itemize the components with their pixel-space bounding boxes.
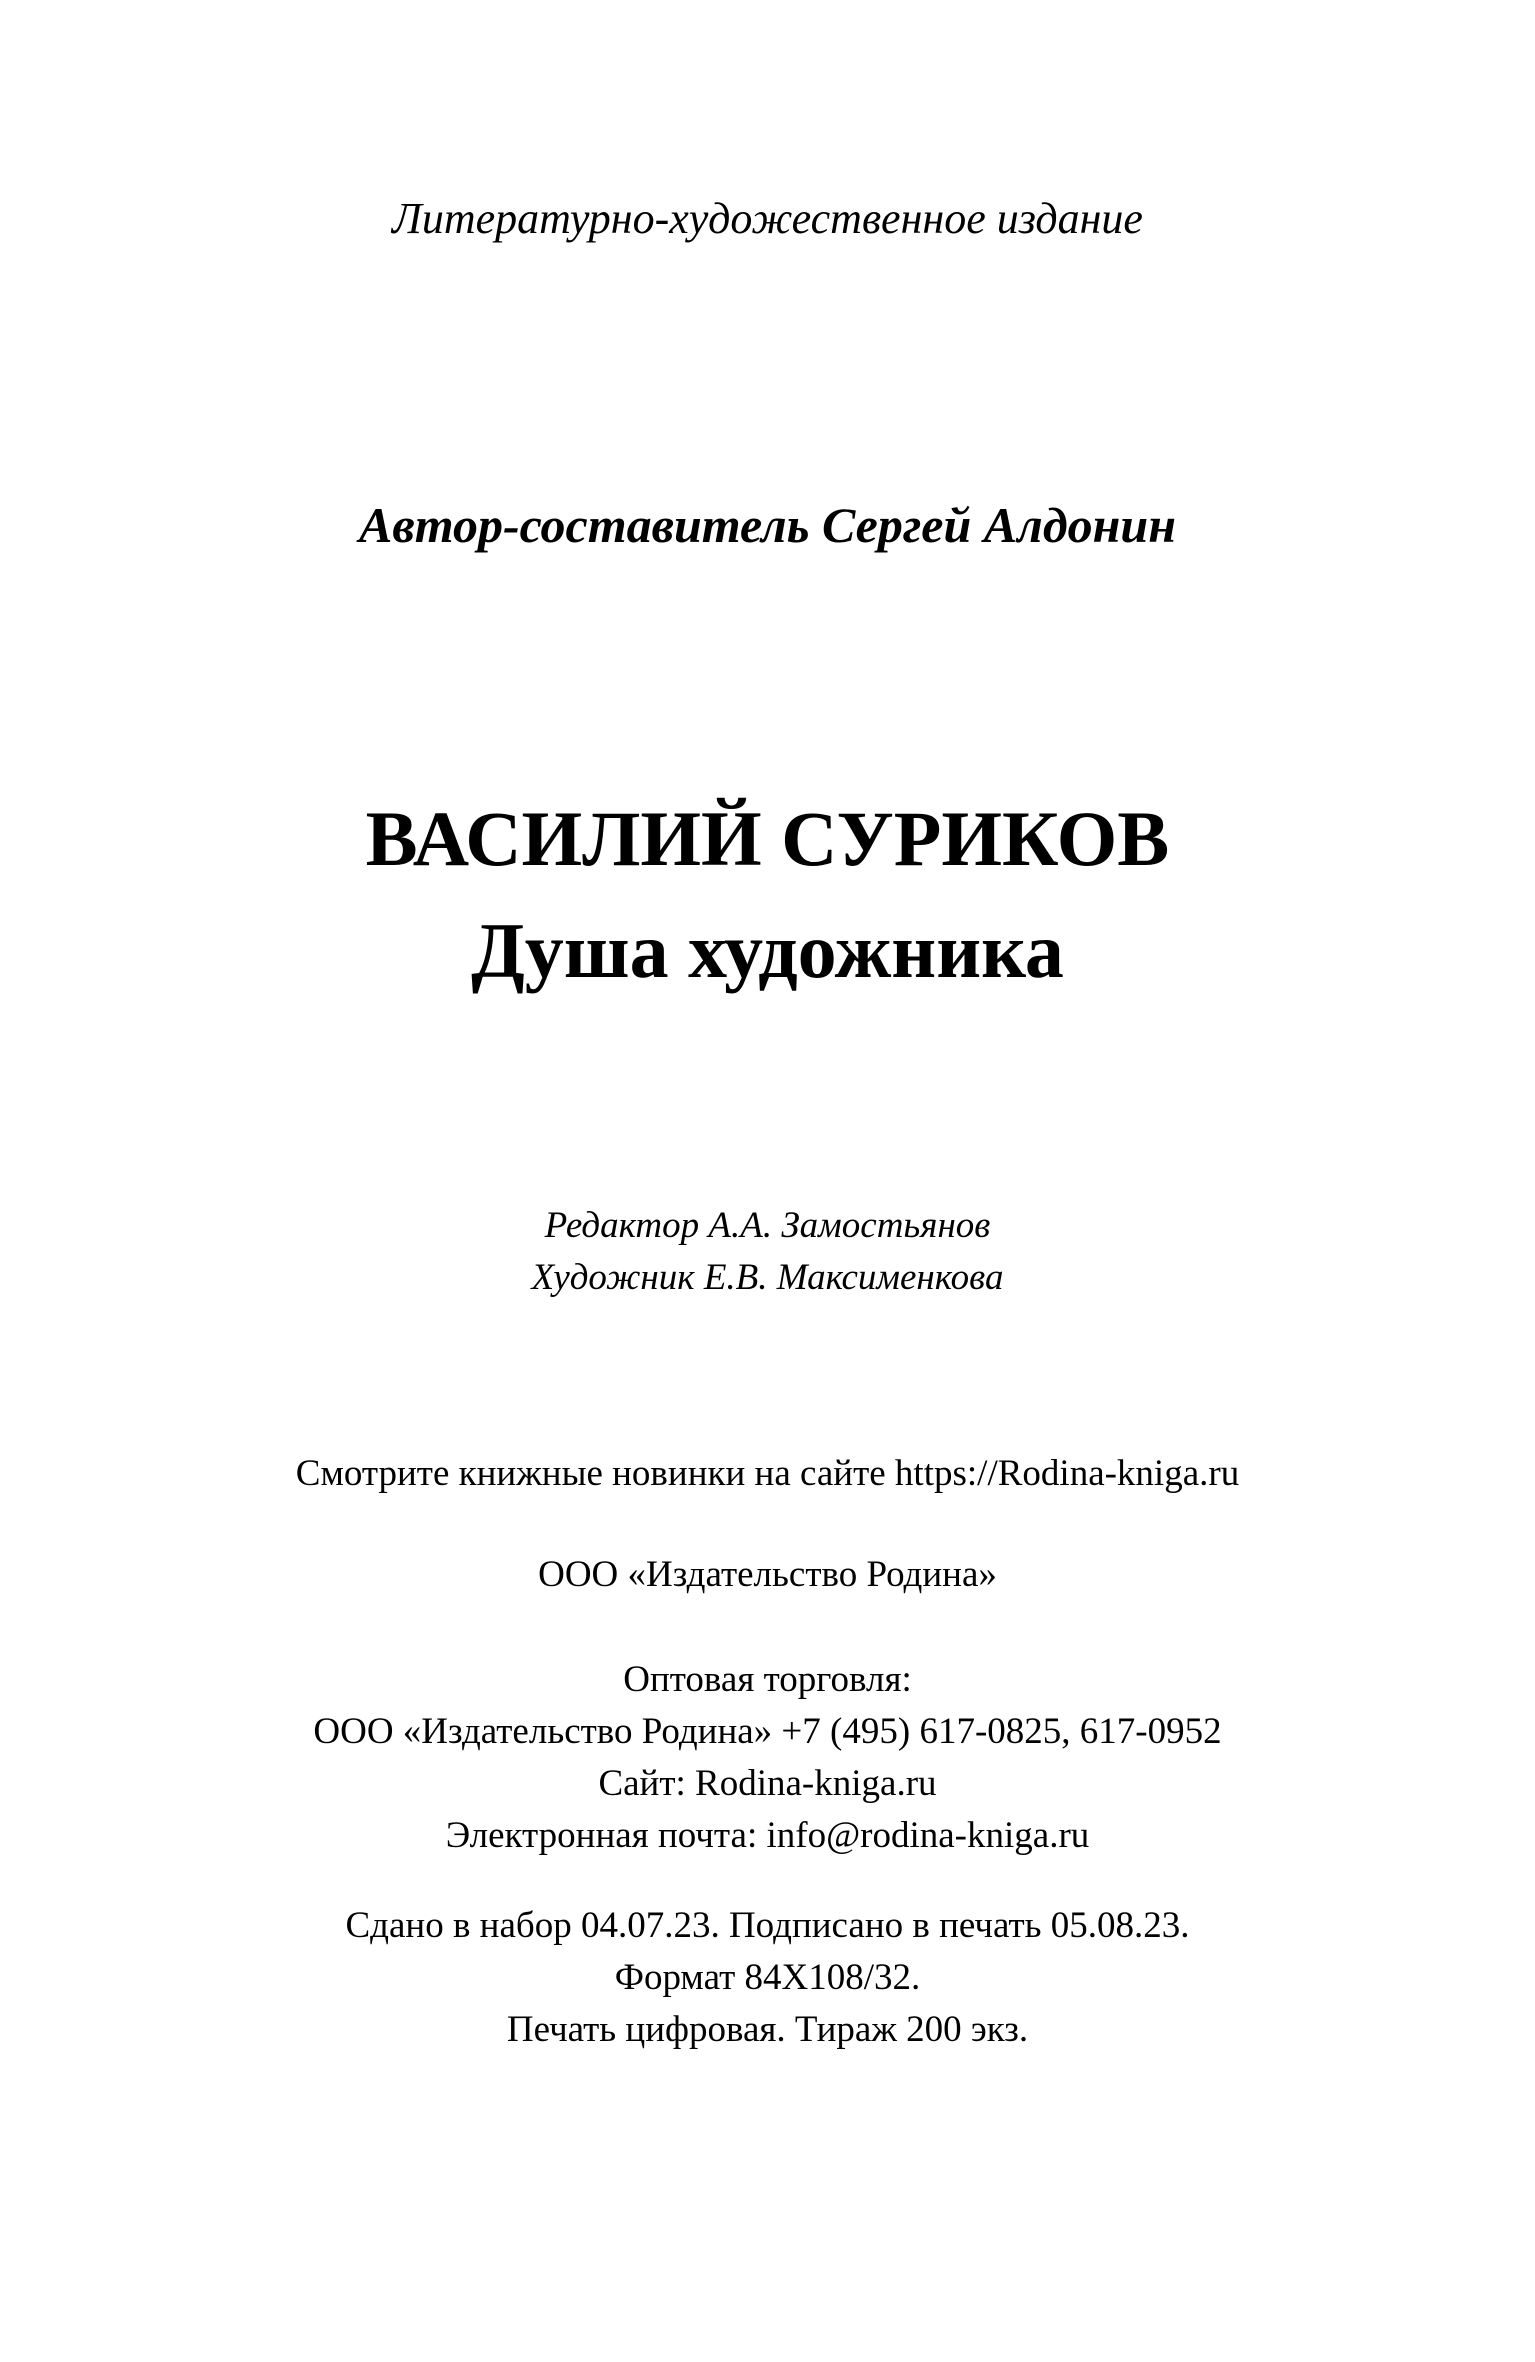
print-dates: Сдано в набор 04.07.23. Подписано в печать 05.08.23. — [345, 1905, 1190, 1946]
publisher-name: ООО «Издательство Родина» — [538, 1554, 997, 1595]
edition-type: Литературно-художественное издание — [392, 194, 1143, 243]
print-format: Формат 84Х108/32. — [614, 1957, 921, 1998]
wholesale-heading: Оптовая торговля: — [623, 1659, 912, 1700]
editor-credit: Редактор А.А. Замостьянов — [544, 1205, 991, 1246]
wholesale-contact: ООО «Издательство Родина» +7 (495) 617-0825, 617-0952 — [313, 1711, 1222, 1752]
website-note: Смотрите книжные новинки на сайте https://Rodina-kniga.ru — [295, 1453, 1240, 1494]
author-compiler: Автор-составитель Сергей Алдонин — [359, 497, 1176, 553]
credits-block — [0, 1200, 1535, 1304]
artist-credit: Художник Е.В. Максименкова — [531, 1257, 1004, 1298]
book-subtitle: Душа художника — [471, 907, 1064, 994]
print-run: Печать цифровая. Тираж 200 экз. — [506, 2009, 1029, 2050]
wholesale-block — [0, 1654, 1535, 1862]
wholesale-email: Электронная почта: info@rodina-kniga.ru — [445, 1815, 1090, 1856]
book-title: ВАСИЛИЙ СУРИКОВ — [365, 795, 1170, 882]
print-info-block — [0, 1900, 1535, 2056]
wholesale-site: Сайт: Rodina-kniga.ru — [598, 1763, 937, 1804]
